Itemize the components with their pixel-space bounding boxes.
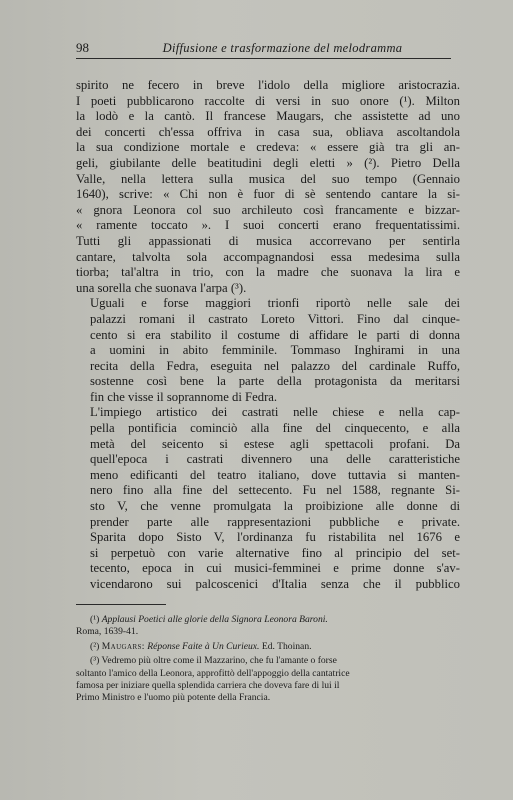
footnote-3-line: Vedremo più oltre come il Mazzarino, che fu l'amante o forse bbox=[101, 655, 337, 667]
footnote-2-title: Réponse Faite à Un Curieux. bbox=[147, 640, 260, 652]
footnotes bbox=[76, 614, 460, 707]
text-line: « gnora Leonora col suo archileuto così francamente e bizzar- bbox=[76, 202, 460, 217]
body-text bbox=[76, 78, 460, 593]
text-line: cento si era stabilito il costume di affidare le parti di donna bbox=[90, 327, 460, 342]
footnote-1-rest: Roma, 1639-41. bbox=[76, 626, 139, 638]
page-header bbox=[76, 38, 451, 59]
paragraph-2 bbox=[76, 296, 460, 405]
text-line: I poeti pubblicarono raccolte di versi in suo onore (¹). Milton bbox=[76, 93, 460, 108]
text-line: si perpetuò con varie alternative fino al principio del set- bbox=[90, 545, 460, 560]
footnote-1-title: Applausi Poetici alle glorie della Signora Leonora Baroni. bbox=[101, 614, 328, 625]
footnote-3-line: famosa per iniziare quella splendida carriera che doveva fare di lui il bbox=[76, 680, 340, 692]
text-line: vicendarono sui palcoscenici d'Italia senza che il pubblico bbox=[90, 577, 460, 591]
text-line: recita della Fedra, eseguita nel palazzo del cardinale Ruffo, bbox=[90, 358, 460, 373]
footnote-2-rest: Ed. Thoinan. bbox=[261, 640, 312, 652]
text-line: nero fino alla fine del settecento. Fu nel 1588, regnante Si- bbox=[90, 483, 460, 498]
text-line: dei concerti ch'essa offriva in casa sua, obliava ascoltandola bbox=[76, 124, 460, 139]
page-number: 98 bbox=[76, 40, 89, 55]
footnote-1-mark: (¹) bbox=[90, 614, 100, 625]
text-line: Valle, nella lettera sulla musica del suo tempo (Gennaio bbox=[76, 171, 460, 186]
footnote-3-line: soltanto l'amico della Leonora, approfittò dell'appoggio della cantatrice bbox=[76, 667, 350, 679]
text-line: meno edificanti del teatro italiano, dove tuttavia si manten- bbox=[90, 467, 460, 482]
text-line: tiorba; tal'altra in trio, con la madre che suonava la lira e bbox=[76, 265, 460, 280]
footnote-3-mark: (³) bbox=[90, 655, 100, 667]
paragraph-3 bbox=[76, 405, 460, 592]
text-line: Sparita dopo Sisto V, l'ordinanza fu ristabilita nel 1676 e bbox=[90, 530, 460, 545]
text-line: sto V, che venne promulgata la proibizione alle donne di bbox=[90, 499, 460, 514]
paragraph-1 bbox=[76, 78, 460, 296]
footnote-2-author: Maugars: bbox=[101, 640, 145, 652]
footnote-1 bbox=[76, 614, 460, 639]
text-line: una sorella che suonava l'arpa (³). bbox=[76, 280, 247, 295]
text-line: 1640), scrive: « Chi non è fuor di sè sentendo cantare la si- bbox=[76, 187, 460, 202]
text-line: prender parte alle rappresentazioni pubbliche e private. bbox=[90, 514, 460, 529]
footnote-3 bbox=[76, 655, 460, 705]
text-line: geli, giubilante delle beatitudini degli eletti » (²). Pietro Della bbox=[76, 155, 460, 170]
text-line: metà del seicento si estese agli spettacoli profani. Da bbox=[90, 436, 460, 451]
text-line: sostenne così bene la parte della protagonista da meritarsi bbox=[90, 374, 460, 389]
footnote-2-mark: (²) bbox=[90, 640, 100, 652]
text-line: palazzi romani il castrato Loreto Vittori. Fino dal cinque- bbox=[90, 311, 460, 326]
text-line: « ramente toccato ». I suoi concerti erano frequentatissimi. bbox=[76, 218, 460, 233]
text-line: la sua condizione mortale e credeva: « essere già tra gli an- bbox=[76, 140, 460, 155]
text-line: quell'epoca i castrati divennero una delle caratteristiche bbox=[90, 452, 460, 467]
text-line: fin che visse il soprannome di Fedra. bbox=[90, 389, 278, 404]
text-line: la lodò e la cantò. Il francese Maugars, che assistette ad uno bbox=[76, 109, 460, 124]
text-line: a uomini in abito femminile. Tommaso Inghirami in una bbox=[90, 343, 460, 358]
text-line: pella pontificia cominciò alla fine del cinquecento, e alla bbox=[90, 421, 460, 436]
footnote-3-line: Primo Ministro e l'uomo più potente della Francia. bbox=[76, 692, 271, 704]
text-line: Uguali e forse maggiori trionfi riportò nelle sale dei bbox=[90, 296, 460, 311]
text-line: spirito ne fecero in breve l'idolo della migliore aristocrazia. bbox=[76, 78, 460, 92]
text-line: tecento, epoca in cui musici-femminei e prime donne s'av- bbox=[90, 561, 460, 576]
running-title: Diffusione e trasformazione del melodramma bbox=[162, 41, 403, 55]
footnote-2 bbox=[76, 641, 460, 653]
text-line: Tutti gli appassionati di musica accorrevano per sentirla bbox=[76, 233, 460, 248]
text-line: cantare, talvolta sola accompagnandosi essa medesima sulla bbox=[76, 249, 460, 264]
footnote-divider bbox=[76, 604, 166, 605]
text-line: L'impiego artistico dei castrati nelle chiese e nella cap- bbox=[90, 405, 460, 420]
